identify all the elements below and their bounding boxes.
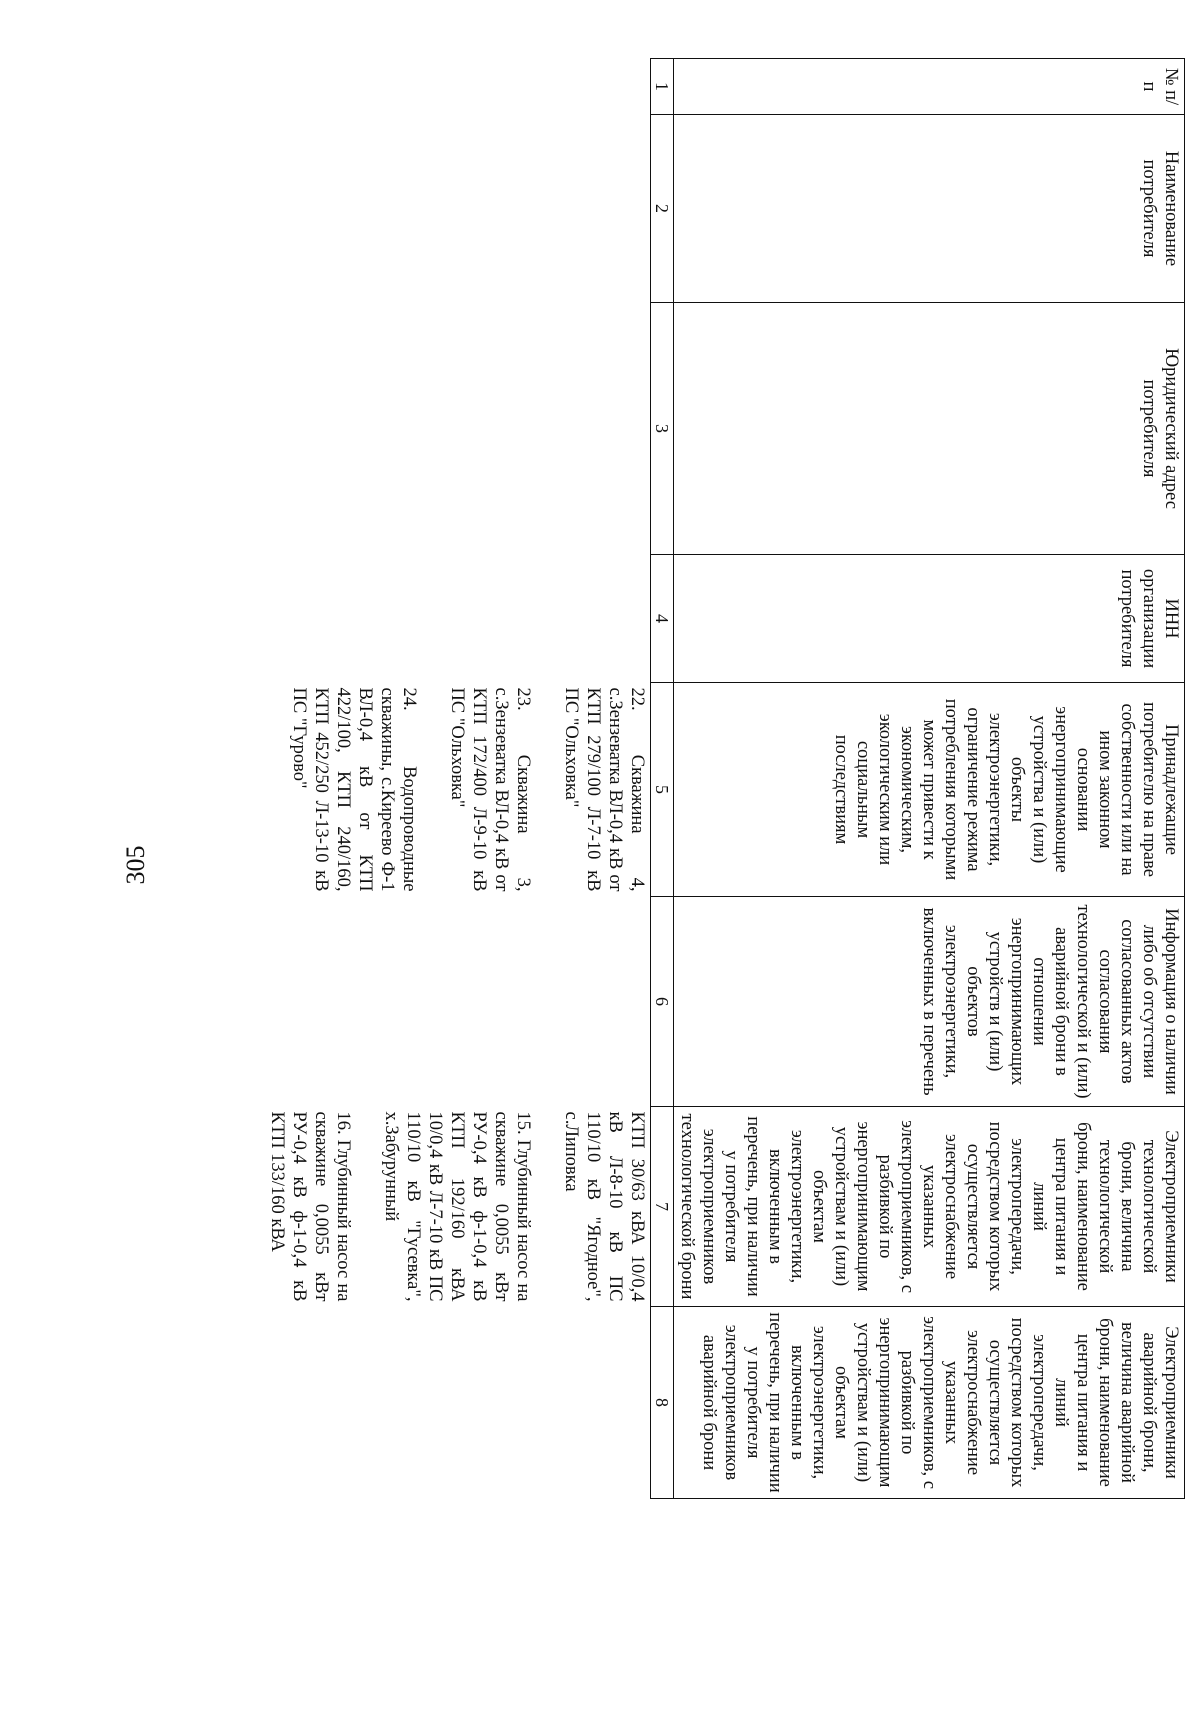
cell-inn (6, 555, 651, 683)
column-number: 3 (651, 303, 674, 555)
column-number: 2 (651, 115, 674, 303)
header-emergency-reserve: Электроприемники аварийной брони, величина аварийной брони, наименование центра питания и линий электропередачи, посредством которых осуществляется электроснабжение указанных электроприемников, с разбивкой по энергопринимающим устройствам и (или) объектам электроэнергетики, включенным в перечень, при наличии у потребителя электроприемников аварийной брони (674, 1307, 1185, 1499)
reserve-entry: 15. Глубинный насос на скважине 0,0055 кВт РУ-0,4 кВ ф-1-0,4 кВ КТП 192/160 кВА 10/0,4 кВ Л-7-10 кВ ПС 110/10 кВ "Гусевка", х.Забурунный (381, 1111, 533, 1302)
device-entry: 22. Скважина 4, с.Зензеватка ВЛ-0,4 кВ от КТП 279/100 Л-7-10 кВ ПС "Ольховка" (561, 687, 647, 892)
cell-legal-address (6, 303, 651, 555)
column-number: 6 (651, 897, 674, 1107)
column-number: 4 (651, 555, 674, 683)
reserve-entry: КТП 30/63 кВА 10/0,4 кВ Л-8-10 кВ ПС 110/10 кВ "Ягодное", с.Липовка (561, 1111, 647, 1302)
header-inn: ИНН организации потребителя (674, 555, 1185, 683)
header-technological-reserve: Электроприемники технологической брони, величина технологической брони, наименование центра питания и линий электропередачи, посредством которых осуществляется электроснабжение указанных электроприемников, с разбивкой по энергопринимающим устройствам и (или) объектам электроэнергетики, включенным в перечень, при наличии у потребителя электроприемников технологической брони (674, 1107, 1185, 1307)
cell-emergency-reserve (6, 1307, 651, 1499)
cell-consumer-name (6, 115, 651, 303)
header-acts-info: Информация о наличии либо об отсутствии согласованных актов согласования технологической и (или) аварийной брони в отношении энергопринимающих устройств и (или) объектов электроэнергетики, включенных в перечень (674, 897, 1185, 1107)
cell-number (6, 59, 651, 115)
column-number: 7 (651, 1107, 674, 1307)
consumers-table (6, 58, 1185, 1499)
cell-acts-info (6, 897, 651, 1107)
header-number: № п/п (674, 59, 1185, 115)
header-devices: Принадлежащие потребителю на праве собственности или на ином законном основании энергопринимающие устройства и (или) объекты электроэнергетики, ограничение режима потребления которыми может привести к экономическим, экологическим или социальным последствиям (674, 683, 1185, 897)
header-row (674, 59, 1185, 1499)
device-entry: 23. Скважина 3, с.Зензеватка ВЛ-0,4 кВ от КТП 172/400 Л-9-10 кВ ПС "Ольховка" (447, 687, 533, 892)
table-row (6, 59, 651, 1499)
cell-devices (6, 683, 651, 897)
header-consumer-name: Наименование потребителя (674, 115, 1185, 303)
reserve-entry: 16. Глубинный насос на скважине 0,0055 кВт РУ-0,4 кВ ф-1-0,4 кВ КТП 133/160 кВА (267, 1111, 353, 1302)
page-number: 305 (121, 845, 150, 885)
column-number: 8 (651, 1307, 674, 1499)
column-number: 1 (651, 59, 674, 115)
header-legal-address: Юридический адрес потребителя (674, 303, 1185, 555)
rotated-table-container (185, 58, 1185, 1498)
column-number: 5 (651, 683, 674, 897)
column-number-row (651, 59, 674, 1499)
cell-technological-reserve (6, 1107, 651, 1307)
device-entry: 24. Водопроводные скважины, с.Киреево Ф-1 ВЛ-0,4 кВ от КТП 422/100, КТП 240/160, КТП 452/250 Л-13-10 кВ ПС "Гурово" (289, 687, 419, 892)
